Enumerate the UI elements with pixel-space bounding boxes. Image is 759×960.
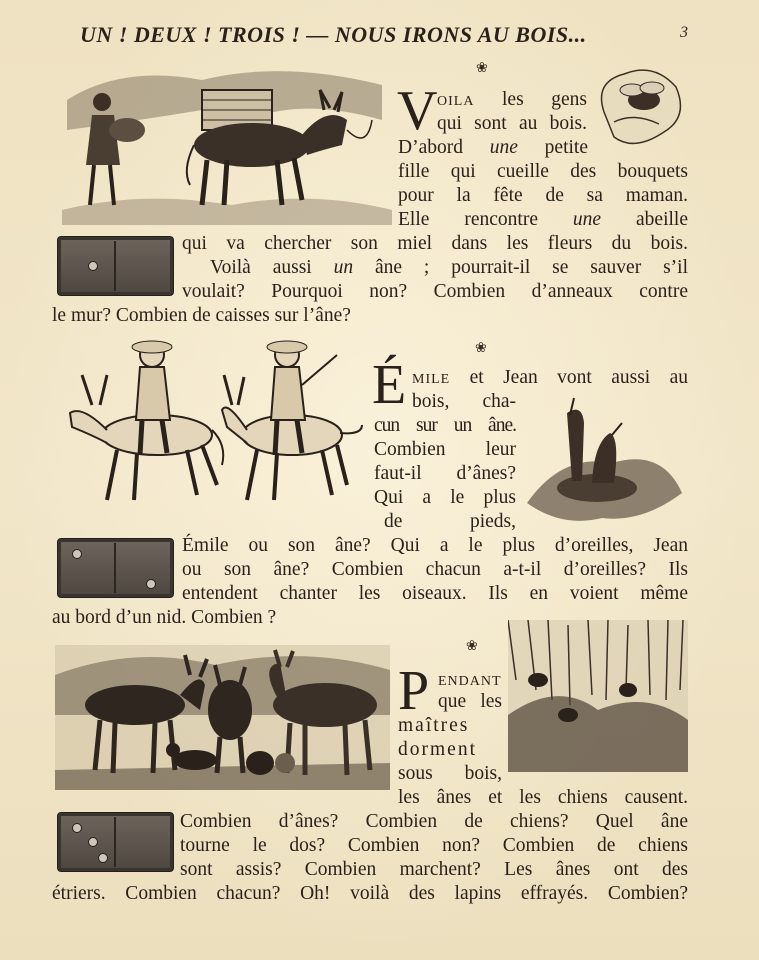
- s1-line-7: qui va chercher son miel dans les fleurs du bois.: [182, 233, 688, 254]
- domino-1: [57, 236, 174, 296]
- s1-line-6: Elle rencontre une abeille: [398, 209, 688, 230]
- s2-line-7: de pieds,: [384, 511, 516, 532]
- s1-line-2: qui sont au bois.: [437, 113, 587, 134]
- s1-line-10: le mur? Combien de caisses sur l’âne?: [52, 305, 351, 326]
- s2-line-9: ou son âne? Combien chacun a-t-il d’oreilles? Ils: [182, 559, 688, 580]
- dropcap-p: P: [398, 660, 430, 722]
- s2-line-4: Combien leur: [374, 439, 516, 460]
- illustration-rabbits: [508, 620, 688, 772]
- s3-line-3: maîtres: [398, 715, 470, 736]
- s2-line-5: faut-il d’ânes?: [374, 463, 516, 484]
- domino-3: [57, 812, 174, 872]
- s3-line-2: que les: [438, 691, 502, 712]
- illustration-donkeys-dogs: [55, 645, 390, 790]
- s2-line-1: MILE et Jean vont aussi au: [412, 367, 688, 388]
- illustration-boys-donkeys: [62, 335, 367, 510]
- s2-line-3: cun sur un âne.: [374, 415, 516, 436]
- illustration-girl-donkey: [62, 60, 392, 225]
- s3-line-9: sont assis? Combien marchent? Les ânes ont des: [180, 859, 688, 880]
- s1-line-5: pour la fête de sa maman.: [398, 185, 688, 206]
- s2-line-10: entendent chanter les oiseaux. Ils en voient même: [182, 583, 688, 604]
- page-number: 3: [680, 24, 688, 41]
- s2-line-8: Émile ou son âne? Qui a le plus d’oreilles, Jean: [182, 535, 688, 556]
- s1-line-3: D’abord une petite: [398, 137, 588, 158]
- s2-line-11: au bord d’un nid. Combien ?: [52, 607, 277, 628]
- s3-line-7: Combien d’ânes? Combien de chiens? Quel âne: [180, 811, 688, 832]
- s3-line-1: ENDANT: [438, 674, 502, 689]
- s2-line-6: Qui a le plus: [374, 487, 516, 508]
- s1-line-8: Voilà aussi un âne ; pourrait-il se sauver s’il: [210, 257, 689, 278]
- page-header: UN ! DEUX ! TROIS ! — NOUS IRONS AU BOIS...: [80, 22, 587, 47]
- ornament-3: ❀: [466, 639, 478, 654]
- illustration-birds-nest: [522, 393, 688, 533]
- s3-line-10: étriers. Combien chacun? Oh! voilà des lapins effrayés. Combien?: [52, 883, 688, 904]
- s1-line-1: OILA les gens: [437, 89, 587, 110]
- domino-2: [57, 538, 174, 598]
- dropcap-e: É: [372, 354, 407, 416]
- s3-line-8: tourne le dos? Combien non? Combien de chiens: [180, 835, 688, 856]
- s1-line-4: fille qui cueille des bouquets: [398, 161, 688, 182]
- s1-line-9: voulait? Pourquoi non? Combien d’anneaux contre: [182, 281, 688, 302]
- s3-line-4: dorment: [398, 739, 477, 760]
- s3-line-5: sous bois,: [398, 763, 502, 784]
- ornament-1: ❀: [476, 61, 488, 76]
- s2-line-2: bois, cha-: [412, 391, 516, 412]
- ornament-2: ❀: [475, 341, 487, 356]
- illustration-bee: [594, 62, 686, 152]
- s3-line-6: les ânes et les chiens causent.: [398, 787, 688, 808]
- dropcap-v: V: [397, 80, 438, 142]
